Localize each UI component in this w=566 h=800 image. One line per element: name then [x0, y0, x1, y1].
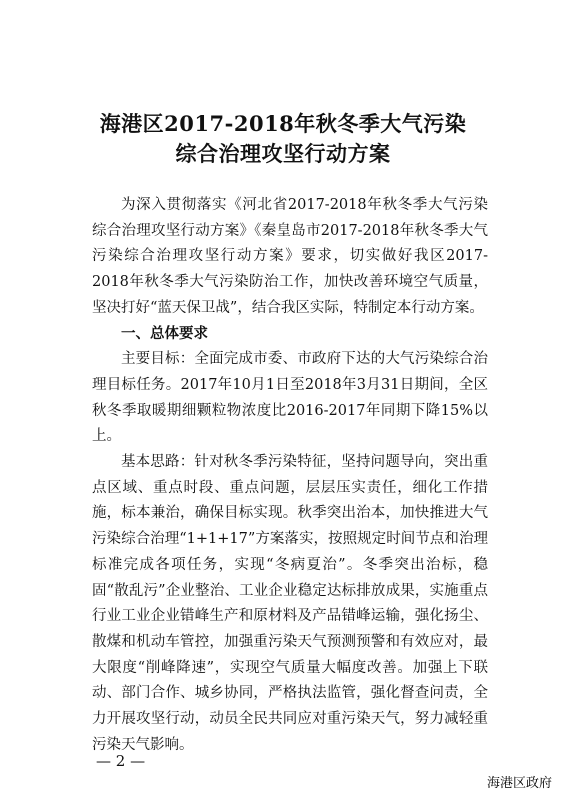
- page-number: — 2 —: [96, 752, 146, 770]
- source-watermark: 海港区政府: [486, 776, 552, 791]
- section-heading: 一、总体要求: [121, 325, 208, 342]
- approach-paragraph: 基本思路：针对秋冬季污染特征，坚持问题导向，突出重点区域、重点时段、重点问题，层层压实责任，细化工作措施，标本兼治，确保目标实现。秋季突出治本，加快推进大气污染综合治理“1+1+17”方案落实，按照规定时间节点和治理标准完成各项任务，实现“冬病夏治”。冬季突出治标，稳固“散乱污”企业整治、工业企业稳定达标排放成果，实施重点行业工业企业错峰生产和原材料及产品错峰运输，强化扬尘、散煤和机动车管控，加强重污染天气预测预警和有效应对，最大限度“削峰降速”，实现空气质量大幅度改善。加强上下联动、部门合作、城乡协同，严格执法监管，强化督查问责，全力开展攻坚行动，动员全民共同应对重污染天气，努力减轻重污染天气影响。: [92, 454, 488, 753]
- intro-paragraph: 为深入贯彻落实《河北省2017-2018年秋冬季大气污染综合治理攻坚行动方案》《秦皇岛市2017-2018年秋冬季大气污染综合治理攻坚行动方案》要求，切实做好我区2017-2018年秋冬季大气污染防治工作，加快改善环境空气质量，坚决打好“蓝天保卫战”，结合我区实际，特制定本行动方案。: [92, 197, 488, 316]
- document-title-line2: 综合治理攻坚行动方案: [175, 141, 391, 166]
- goal-paragraph: 主要目标：全面完成市委、市政府下达的大气污染综合治理目标任务。2017年10月1日至2018年3月31日期间，全区秋冬季取暖期细颗粒物浓度比2016-2017年同期下降15%以上。: [92, 351, 488, 445]
- document-body: [92, 193, 488, 758]
- document-title-line1: 海港区2017-2018年秋冬季大气污染: [99, 111, 467, 136]
